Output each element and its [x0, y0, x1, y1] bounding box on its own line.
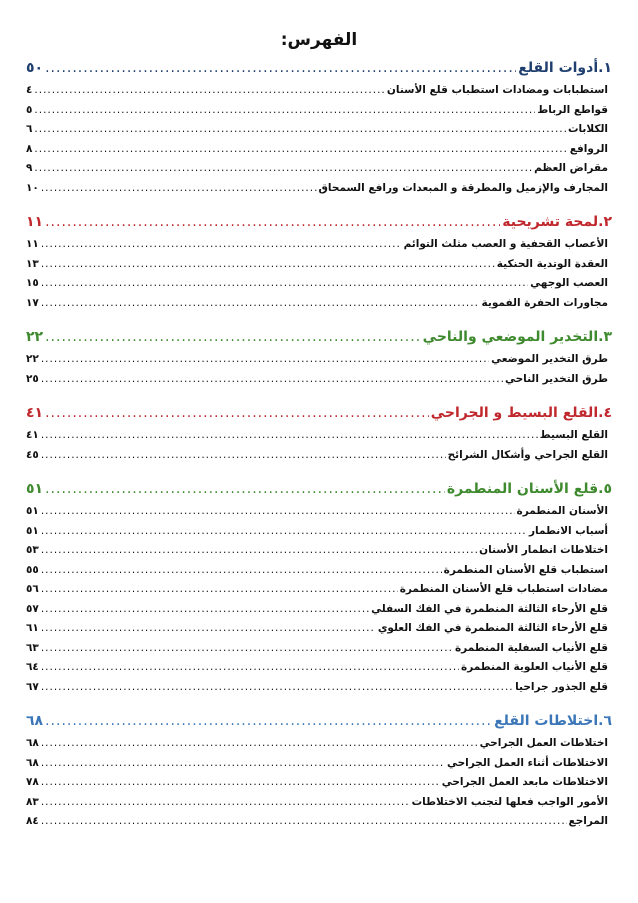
toc-section [26, 405, 612, 468]
section-title [423, 329, 612, 345]
toc-section [26, 214, 612, 316]
entry-title: الأعصاب القحفية و العصب مثلث التوائم [403, 238, 608, 250]
toc-entry[interactable] [26, 603, 612, 623]
entry-page-number: ١١ [26, 238, 39, 250]
dot-leader [34, 104, 535, 116]
dot-leader [41, 737, 478, 749]
dot-leader [41, 583, 398, 595]
dot-leader [34, 84, 385, 96]
dot-leader [41, 796, 410, 808]
section-heading-text: لمحة تشريحية [502, 214, 599, 230]
dot-leader [41, 429, 538, 441]
dot-leader [41, 505, 515, 517]
toc-entry[interactable] [26, 238, 612, 258]
entry-page-number: ٥١ [26, 505, 39, 517]
section-title [518, 60, 612, 76]
section-heading[interactable] [26, 405, 612, 427]
toc-entry[interactable] [26, 182, 612, 202]
entry-page-number: ٦٨ [26, 737, 39, 749]
dot-leader [45, 214, 500, 230]
entry-title: المجارف والإزميل والمطرقة و المبعدات ورافع السمحاق [318, 181, 608, 194]
section-page-number: ٤١ [26, 405, 44, 421]
toc-entry[interactable] [26, 776, 612, 796]
section-page-number: ٢٢ [26, 329, 44, 345]
entry-page-number: ٥٥ [26, 563, 39, 576]
entry-page-number: ١٥ [26, 277, 39, 289]
dot-leader [41, 238, 402, 250]
toc-entry[interactable] [26, 583, 612, 603]
dot-leader [41, 182, 317, 194]
dot-leader [45, 60, 516, 76]
entry-title: استطبابات ومضادات استطباب قلع الأسنان [386, 84, 608, 96]
entry-page-number: ١٠ [26, 181, 39, 194]
section-number: ٤. [598, 405, 612, 421]
section-page-number: ١١ [26, 214, 44, 230]
entry-title: القلع الجراحي وأشكال الشرائح [447, 448, 608, 461]
entry-title: مقراض العظم [534, 162, 608, 174]
entry-page-number: ٦٣ [26, 641, 39, 654]
toc-entry[interactable] [26, 277, 612, 297]
dot-leader [41, 642, 453, 654]
dot-leader [41, 373, 503, 385]
entry-page-number: ٦٧ [26, 680, 39, 693]
section-heading[interactable] [26, 60, 612, 82]
section-number: ٣. [598, 329, 612, 345]
entry-page-number: ٥ [26, 103, 33, 116]
entry-page-number: ٦١ [26, 622, 39, 634]
entry-title: العقدة الوتدية الحنكية [496, 257, 608, 270]
entry-page-number: ٦٨ [26, 756, 39, 769]
dot-leader [45, 329, 421, 345]
section-page-number: ٥٠ [26, 60, 44, 76]
entry-title: قلع الأرحاء الثالثة المنطمرة في الفك السفلي [371, 602, 608, 615]
section-heading-text: اختلاطات القلع [494, 713, 599, 729]
toc-entry[interactable] [26, 737, 612, 757]
dot-leader [41, 681, 513, 693]
page-title: الفهرس: [280, 30, 358, 50]
entry-title: الأسنان المنطمرة [516, 505, 608, 517]
dot-leader [34, 143, 567, 155]
section-page-number: ٥١ [26, 481, 44, 497]
toc-entry[interactable] [26, 661, 612, 681]
section-heading-text: قلع الأسنان المنطمرة [446, 481, 599, 497]
entry-page-number: ٥٦ [26, 583, 39, 595]
dot-leader [45, 481, 445, 497]
section-heading[interactable] [26, 713, 612, 735]
toc-section [26, 481, 612, 700]
toc-entry[interactable] [26, 449, 612, 469]
section-number: ٦. [598, 713, 612, 729]
section-heading[interactable] [26, 329, 612, 351]
dot-leader [41, 525, 527, 537]
dot-leader [34, 123, 566, 135]
toc-section [26, 60, 612, 201]
section-title [502, 214, 612, 230]
entry-title: قلع الأرحاء الثالثة المنطمرة في الفك العلوي [377, 622, 608, 634]
dot-leader [41, 258, 495, 270]
toc-entry[interactable] [26, 143, 612, 163]
dot-leader [45, 405, 429, 421]
toc-entry[interactable] [26, 373, 612, 393]
dot-leader [41, 297, 480, 309]
entry-title: قواطع الرباط [537, 103, 608, 116]
section-heading[interactable] [26, 481, 612, 503]
toc-entry[interactable] [26, 505, 612, 525]
entry-page-number: ٥٧ [26, 602, 39, 615]
dot-leader [41, 277, 528, 289]
entry-page-number: ٨٣ [26, 795, 39, 808]
entry-page-number: ٤١ [26, 429, 39, 441]
section-title [494, 713, 612, 729]
toc-entry[interactable] [26, 297, 612, 317]
dot-leader [41, 815, 567, 827]
entry-page-number: ٦ [26, 123, 33, 135]
section-title [431, 405, 612, 421]
entry-title: العصب الوجهي [530, 277, 608, 289]
dot-leader [41, 603, 369, 615]
section-heading[interactable] [26, 214, 612, 236]
entry-page-number: ٢٢ [26, 353, 39, 365]
entry-title: استطباب قلع الأسنان المنطمرة [443, 563, 608, 576]
entry-title: اختلاطات انطمار الأسنان [479, 544, 608, 556]
entry-title: قلع الأنياب العلوية المنطمرة [461, 661, 608, 673]
toc-section [26, 329, 612, 392]
toc-entry[interactable] [26, 642, 612, 662]
dot-leader [41, 564, 442, 576]
entry-page-number: ٢٥ [26, 372, 39, 385]
section-number: ١. [598, 60, 612, 76]
toc-section [26, 713, 612, 835]
entry-title: قلع الأنياب السفلية المنطمرة [454, 641, 608, 654]
entry-title: الكلابات [567, 123, 608, 135]
toc-entry[interactable] [26, 84, 612, 104]
toc-entry[interactable] [26, 564, 612, 584]
section-heading-text: القلع البسيط و الجراحي [430, 405, 599, 421]
entry-title: القلع البسيط [539, 429, 608, 441]
entry-page-number: ٥٣ [26, 544, 39, 556]
entry-title: الاختلاطات مابعد العمل الجراحي [441, 776, 608, 788]
entry-title: طرق التخدير الناحي [504, 372, 608, 385]
entry-page-number: ١٧ [26, 296, 39, 309]
entry-page-number: ١٣ [26, 257, 39, 270]
section-title [447, 481, 612, 497]
entry-page-number: ٧٨ [26, 776, 39, 788]
entry-page-number: ٦٤ [26, 661, 39, 673]
section-heading-text: أدوات القلع [518, 60, 599, 76]
dot-leader [41, 544, 477, 556]
entry-title: الاختلاطات أثناء العمل الجراحي [446, 756, 608, 769]
dot-leader [34, 162, 532, 174]
dot-leader [41, 622, 376, 634]
entry-title: أسباب الانطمار [529, 524, 608, 537]
entry-page-number: ٥١ [26, 524, 39, 537]
section-number: ٥. [598, 481, 612, 497]
entry-page-number: ٨٤ [26, 815, 39, 827]
toc-entry[interactable] [26, 429, 612, 449]
toc-entry[interactable] [26, 757, 612, 777]
entry-title: طرق التخدير الموضعي [491, 353, 608, 365]
entry-page-number: ٤ [26, 84, 33, 96]
section-page-number: ٦٨ [26, 713, 44, 729]
section-heading-text: التخدير الموضعي والناحي [422, 329, 599, 345]
entry-title: المراجع [568, 815, 608, 827]
entry-title: الأمور الواجب فعلها لتجنب الاختلاطات [411, 795, 608, 808]
toc-entry[interactable] [26, 123, 612, 143]
toc-list [26, 60, 612, 835]
dot-leader [45, 713, 492, 729]
entry-title: الروافع [569, 142, 608, 155]
dot-leader [41, 353, 489, 365]
dot-leader [41, 776, 440, 788]
dot-leader [41, 757, 445, 769]
toc-entry[interactable] [26, 815, 612, 835]
toc-entry[interactable] [26, 104, 612, 124]
entry-page-number: ٤٥ [26, 448, 39, 461]
entry-title: مضادات استطباب قلع الأسنان المنطمرة [399, 583, 608, 595]
entry-title: اختلاطات العمل الجراحي [479, 737, 608, 749]
entry-page-number: ٩ [26, 162, 33, 174]
toc-entry[interactable] [26, 162, 612, 182]
toc-entry[interactable] [26, 681, 612, 701]
toc-entry[interactable] [26, 353, 612, 373]
entry-title: قلع الجذور جراحيا [515, 680, 608, 693]
table-of-contents [26, 30, 612, 848]
section-number: ٢. [598, 214, 612, 230]
entry-title: مجاورات الحفرة الفموية [481, 296, 608, 309]
entry-page-number: ٨ [26, 142, 33, 155]
dot-leader [41, 449, 446, 461]
toc-entry[interactable] [26, 544, 612, 564]
toc-entry[interactable] [26, 258, 612, 278]
dot-leader [41, 661, 459, 673]
toc-entry[interactable] [26, 525, 612, 545]
toc-entry[interactable] [26, 622, 612, 642]
toc-entry[interactable] [26, 796, 612, 816]
